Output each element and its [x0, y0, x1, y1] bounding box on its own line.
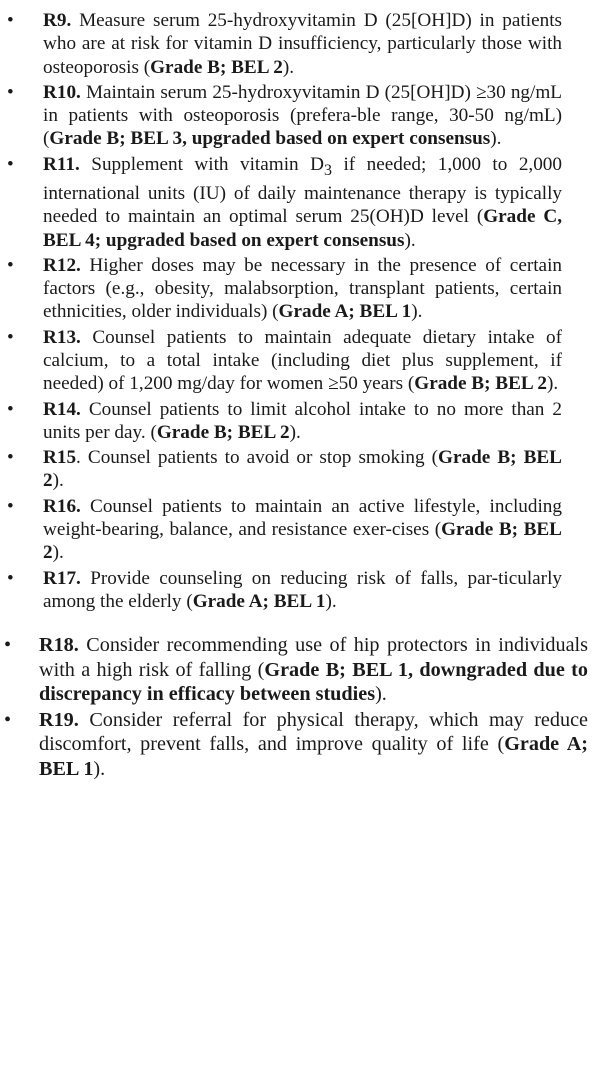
recommendation-r10 — [0, 81, 562, 151]
recommendation-r15 — [0, 446, 562, 493]
body-text: if needed; 1,000 to 2,000 international units (IU) of daily maintenance therapy is typically needed to maintain an optimal serum 25(OH)D level ( — [43, 153, 562, 228]
bold-text: Grade B; BEL 2 — [43, 447, 562, 492]
bold-text: Grade B; BEL 1, downgraded due to discrepancy in efficacy between studies — [39, 658, 588, 705]
bullet-icon: • — [4, 709, 12, 732]
bold-text: R16. — [43, 495, 81, 517]
bullet-icon: • — [7, 254, 14, 276]
bullet-icon: • — [7, 326, 14, 348]
bullet-icon: • — [7, 495, 14, 517]
recommendation-r16 — [0, 495, 562, 565]
bold-text: R17. — [43, 567, 81, 589]
bullet-icon: • — [4, 634, 12, 657]
body-text: . Counsel patients to avoid or stop smoking ( — [76, 447, 439, 469]
body-text: ). — [404, 229, 416, 251]
body-text: ). — [411, 301, 423, 323]
bold-text: Grade B; BEL 2 — [150, 56, 283, 78]
bold-text: R19. — [39, 709, 79, 732]
bold-text: Grade A; BEL 1 — [39, 733, 588, 780]
subscript-text: 3 — [323, 161, 332, 179]
body-text: Higher doses may be necessary in the presence of certain factors (e.g., obesity, malabsorption, transplant patients, certain ethnicities, older individuals) ( — [43, 254, 562, 323]
bold-text: R18. — [39, 634, 79, 657]
body-text: ). — [375, 682, 387, 705]
recommendation-r17 — [0, 567, 562, 614]
bullet-icon: • — [7, 567, 14, 589]
bold-text: Grade B; BEL 3, upgraded based on expert consensus — [49, 128, 491, 150]
bullet-icon: • — [7, 398, 14, 420]
bullet-icon: • — [7, 447, 14, 469]
recommendation-r13 — [0, 326, 562, 396]
bold-text: R10. — [43, 81, 81, 103]
bullet-icon: • — [7, 10, 14, 31]
body-text: ). — [52, 470, 64, 492]
body-text: ). — [547, 373, 559, 395]
body-text: Provide counseling on reducing risk of falls, par-ticularly among the elderly ( — [43, 567, 562, 612]
bold-text: Grade C, BEL 4; upgraded based on expert consensus — [43, 206, 562, 251]
body-text: Counsel patients to limit alcohol intake to no more than 2 units per day. ( — [43, 398, 562, 443]
bullet-icon: • — [7, 81, 14, 103]
recommendation-r19 — [0, 708, 588, 781]
bold-text: R15 — [43, 447, 77, 469]
recommendation-r9 — [0, 9, 562, 79]
body-text: Measure serum 25-hydroxyvitamin D (25[OH]D) in patients who are at risk for vitamin D insufficiency, particularly those with osteoporosis ( — [43, 10, 562, 78]
body-text: ). — [325, 590, 337, 612]
bullet-icon: • — [7, 153, 14, 175]
body-text: Consider referral for physical therapy, which may reduce discomfort, prevent falls, and improve quality of life ( — [39, 709, 588, 756]
body-text: ). — [490, 128, 502, 150]
bold-text: R13. — [43, 326, 81, 348]
body-text: Counsel patients to maintain adequate dietary intake of calcium, to a total intake (including diet plus supplement, if needed) of 1,200 mg/day for women ≥50 years ( — [43, 326, 562, 395]
body-text: ). — [282, 56, 295, 78]
recommendation-r11 — [0, 153, 562, 252]
bold-text: R14. — [43, 398, 81, 420]
body-text: ). — [52, 542, 64, 564]
bold-text: Grade A; BEL 1 — [192, 590, 326, 612]
bold-text: R11. — [43, 153, 80, 175]
body-text: ). — [289, 421, 301, 443]
body-text: Supplement with vitamin D — [79, 153, 324, 175]
recommendation-r14 — [0, 398, 562, 445]
recommendation-r12 — [0, 254, 562, 324]
body-text: Counsel patients to maintain an active lifestyle, including weight-bearing, balance, and resistance exer-cises ( — [43, 495, 562, 541]
recommendation-list-bottom — [0, 615, 600, 781]
body-text: Consider recommending use of hip protectors in individuals with a high risk of falling ( — [39, 634, 588, 681]
bold-text: R9. — [43, 10, 72, 31]
bold-text: Grade B; BEL 2 — [156, 421, 290, 443]
body-text: Maintain serum 25-hydroxyvitamin D (25[OH]D) ≥30 ng/mL in patients with osteoporosis (prefera-ble range, 30-50 ng/mL) ( — [43, 81, 562, 150]
bold-text: Grade B; BEL 2 — [414, 373, 547, 395]
body-text: ). — [93, 757, 106, 780]
bold-text: Grade B; BEL 2 — [43, 519, 562, 564]
recommendation-r18 — [0, 633, 588, 706]
bold-text: R12. — [43, 254, 81, 276]
bold-text: Grade A; BEL 1 — [278, 301, 412, 323]
